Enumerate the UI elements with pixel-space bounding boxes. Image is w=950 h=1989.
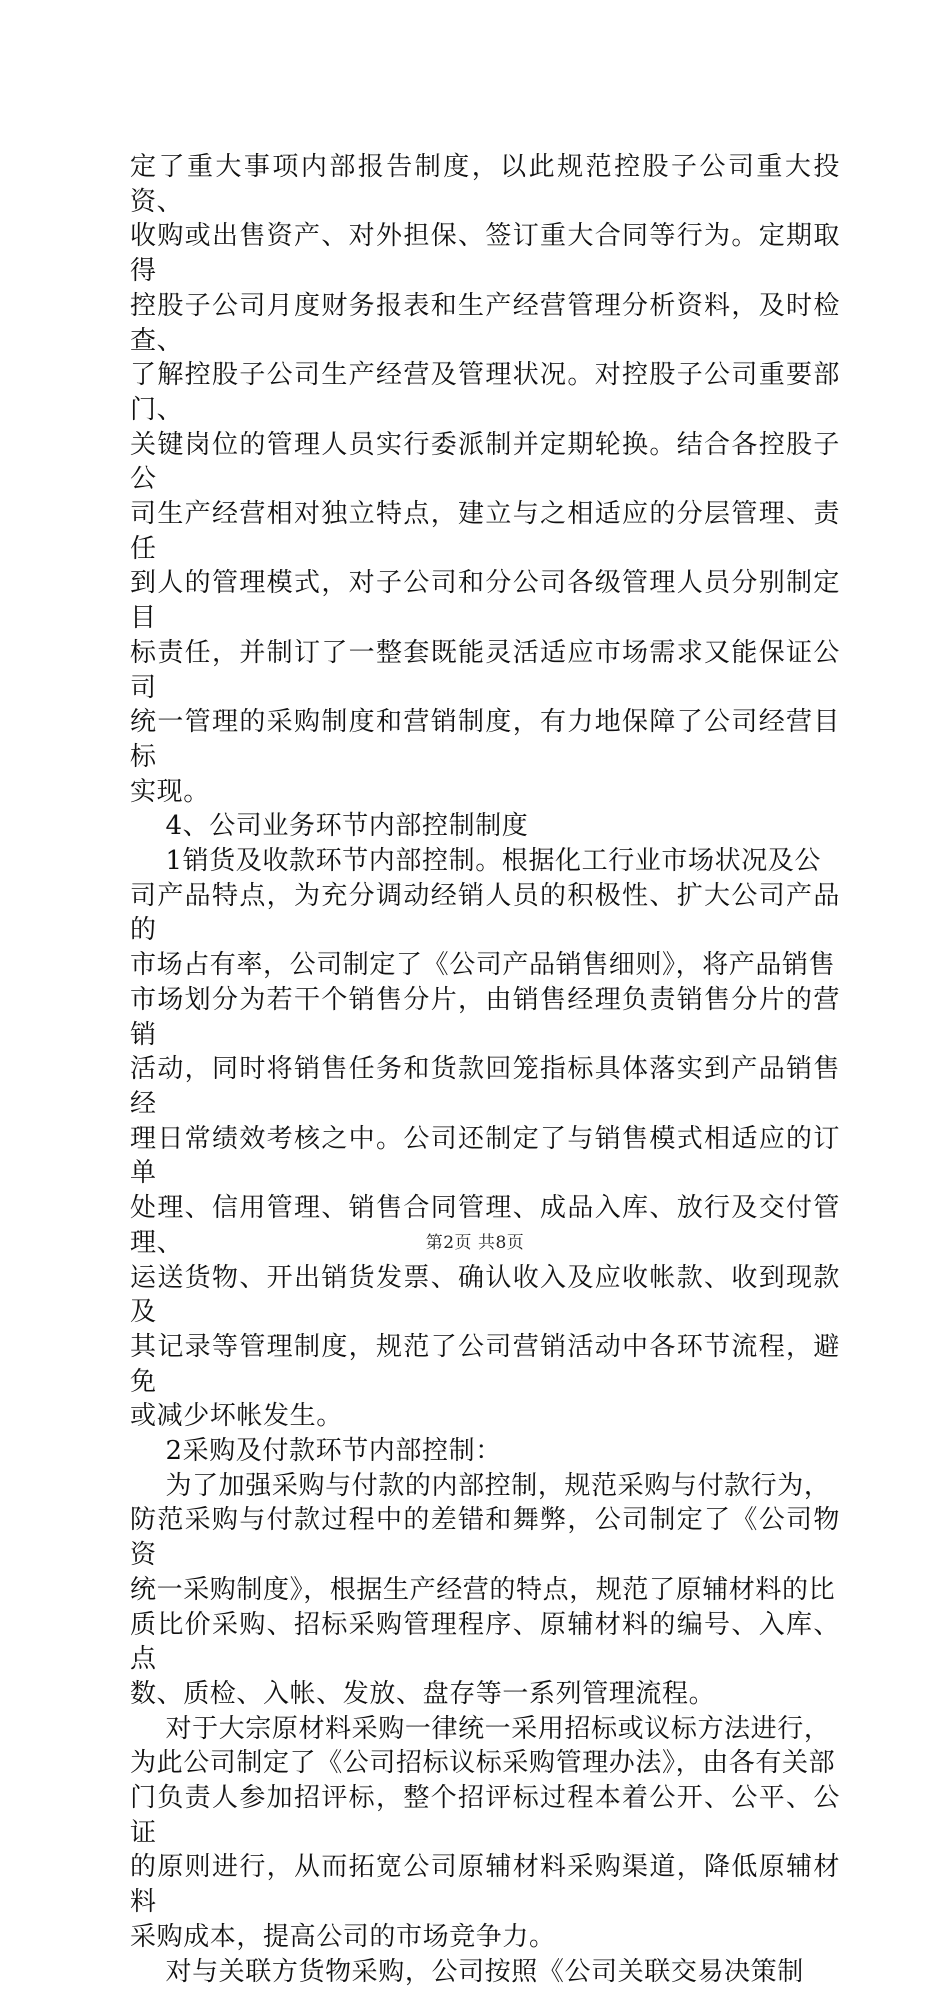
paragraph-sales-collection: 1销货及收款环节内部控制。根据化工行业市场状况及公 司产品特点，为充分调动经销人员的积极性、扩大公司产品的 市场占有率，公司制定了《公司产品销售细则》，将产品销售 市场划分为若干个销售分片，由销售经理负责销售分片的营销 活动，同时将销售任务和货款回笼指标具体落实到产品销售经 理日常绩效考核之中。公司还制定了与销售模式相适应的订单 处理、信用管理、销售合同管理、成品入库、放行及交付管理、 运送货物、开出销货发票、确认收入及应收帐款、收到现款及 其记录等管理制度，规范了公司营销活动中各环节流程，避免 或减少坏帐发生。 xyxy=(130,846,840,1432)
paragraph-subsidiary-reporting: 定了重大事项内部报告制度，以此规范控股子公司重大投资、 收购或出售资产、对外担保、签订重大合同等行为。定期取得 控股子公司月度财务报表和生产经营管理分析资料，及时检查、 了解控股子公司生产经营及管理状况。对控股子公司重要部门、 关键岗位的管理人员实行委派制并定期轮换。结合各控股子公 司生产经营相对独立特点，建立与之相适应的分层管理、责任 到人的管理模式，对子公司和分公司各级管理人员分别制定目 标责任，并制订了一整套既能灵活适应市场需求又能保证公司 统一管理的采购制度和营销制度，有力地保障了公司经营目标 实现。 xyxy=(130,152,840,807)
paragraph-related-party-purchase: 对与关联方货物采购，公司按照《公司关联交易决策制 xyxy=(130,1956,804,1987)
page-number-footer: 第2页 共8页 xyxy=(425,1233,525,1253)
heading-procurement-payment: 2采购及付款环节内部控制： xyxy=(130,1436,502,1467)
heading-business-internal-control: 4、公司业务环节内部控制制度 xyxy=(130,811,529,842)
document-body xyxy=(130,150,840,1989)
paragraph-procurement-control: 为了加强采购与付款的内部控制，规范采购与付款行为， 防范采购与付款过程中的差错和舞弊，公司制定了《公司物资 统一采购制度》，根据生产经营的特点，规范了原辅材料的比 质比价采购、招标采购管理程序、原辅材料的编号、入库、点 数、质检、入帐、发放、盘存等一系列管理流程。 xyxy=(130,1470,840,1709)
paragraph-bulk-material-tender: 对于大宗原材料采购一律统一采用招标或议标方法进行， 为此公司制定了《公司招标议标采购管理办法》，由各有关部 门负责人参加招评标，整个招评标过程本着公开、公平、公证 的原则进行，从而拓宽公司原辅材料采购渠道，降低原辅材料 采购成本，提高公司的市场竞争力。 xyxy=(130,1713,840,1952)
